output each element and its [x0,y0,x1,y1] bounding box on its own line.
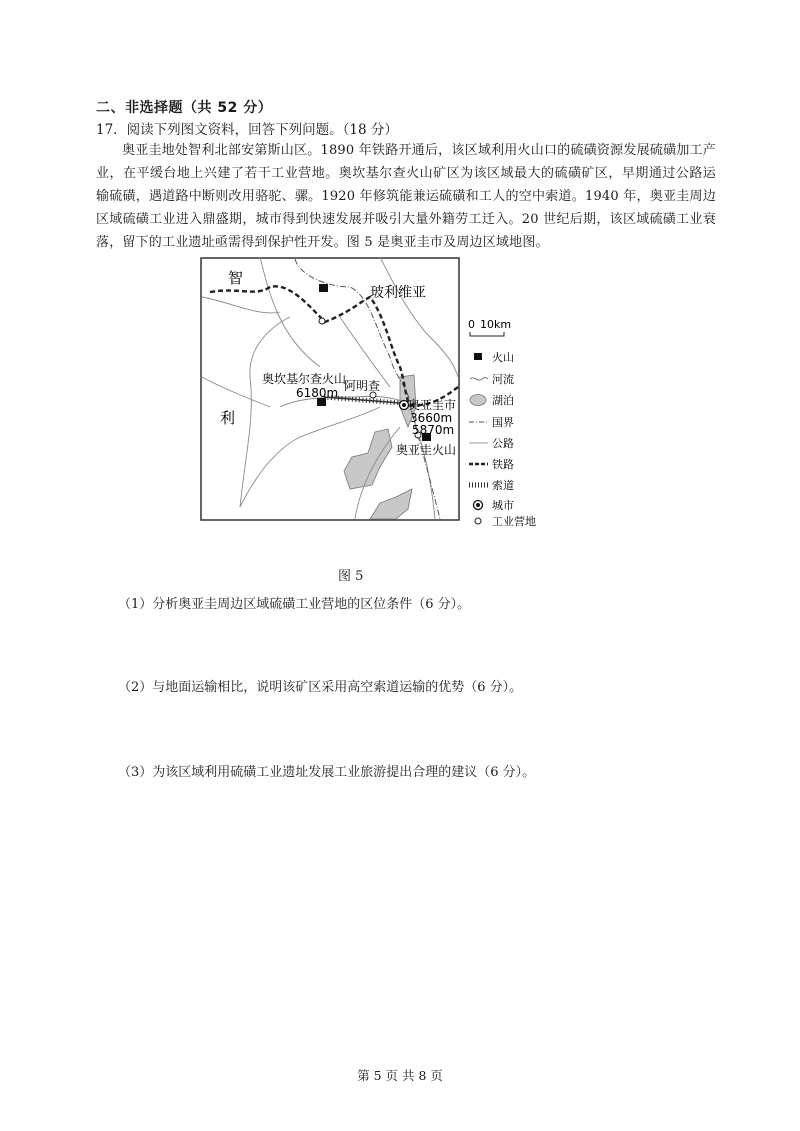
legend-camp: 工业营地 [492,515,536,528]
label-amincha: 阿明查 [344,379,381,393]
legend-city-icon-dot [476,503,480,507]
subquestion-1: （1）分析奥亚圭周边区域硫磺工业营地的区位条件（6 分）。 [118,597,471,612]
label-chile-1: 智 [228,269,244,287]
label-aucanquilcha-elev: 6180m [296,386,339,400]
legend-border: 国界 [492,416,514,429]
scale-bar [470,332,504,336]
legend-camp-icon [475,518,481,524]
subquestion-2: （2）与地面运输相比，说明该矿区采用高空索道运输的优势（6 分）。 [118,680,523,695]
map-legend [466,318,566,528]
label-aucanquilcha: 奥坎基尔查火山 [262,372,347,386]
camp-marker [319,318,325,324]
subquestion-3: （3）为该区域利用硫磺工业遗址发展工业旅游提出合理的建议（6 分）。 [118,765,536,780]
question-paragraph: 奥亚圭地处智利北部安第斯山区。1890 年铁路开通后，该区域利用火山口的硫磺资源发展硫磺加工产业，在平缓台地上兴建了若干工业营地。奥坎基尔查火山矿区为该区域最大的硫磺矿区，早期通过公路运输硫磺，遇道路中断则改用骆驼、骡。1920 年修筑能兼运硫磺和工人的空中索道。1940 年，奥亚圭周边区域硫磺工业进入鼎盛期，城市得到快速发展并吸引大量外籍劳工迁入。20 世纪后期，该区域硫磺工业衰落，留下的工业遗址亟需得到保护性开发。图 5 是奥亚圭市及周边区域地图。 [96,143,716,250]
label-chile-2: 利 [220,409,236,427]
legend-city: 城市 [492,499,514,512]
legend-volcano: 火山 [492,351,514,364]
legend-railway: 铁路 [492,458,514,471]
label-city-elev: 3660m [410,411,453,425]
label-ollague: 奥亚圭火山 [396,443,457,457]
page-footer: 第 5 页 共 8 页 [357,1068,443,1083]
label-ollague-elev: 5870m [412,423,455,437]
city-marker-dot [402,403,406,407]
legend-lake: 湖泊 [492,394,514,407]
legend-river-icon [470,378,488,381]
legend-volcano-icon [474,353,482,360]
scale-zero: 0 [468,318,475,331]
legend-cableway: 索道 [492,479,514,492]
legend-lake-icon [470,395,486,406]
map-figure [200,257,460,521]
question-title: 17．阅读下列图文资料，回答下列问题。（18 分） [96,122,398,138]
volcano-north-icon [319,284,328,292]
section-title: 二、非选择题（共 52 分） [96,100,273,116]
figure-caption: 图 5 [338,569,364,584]
label-bolivia: 玻利维亚 [370,285,426,301]
scale-label: 10km [480,318,512,331]
label-city: 奥亚圭市 [408,398,457,412]
legend-river: 河流 [492,373,514,386]
legend-road: 公路 [492,437,514,450]
